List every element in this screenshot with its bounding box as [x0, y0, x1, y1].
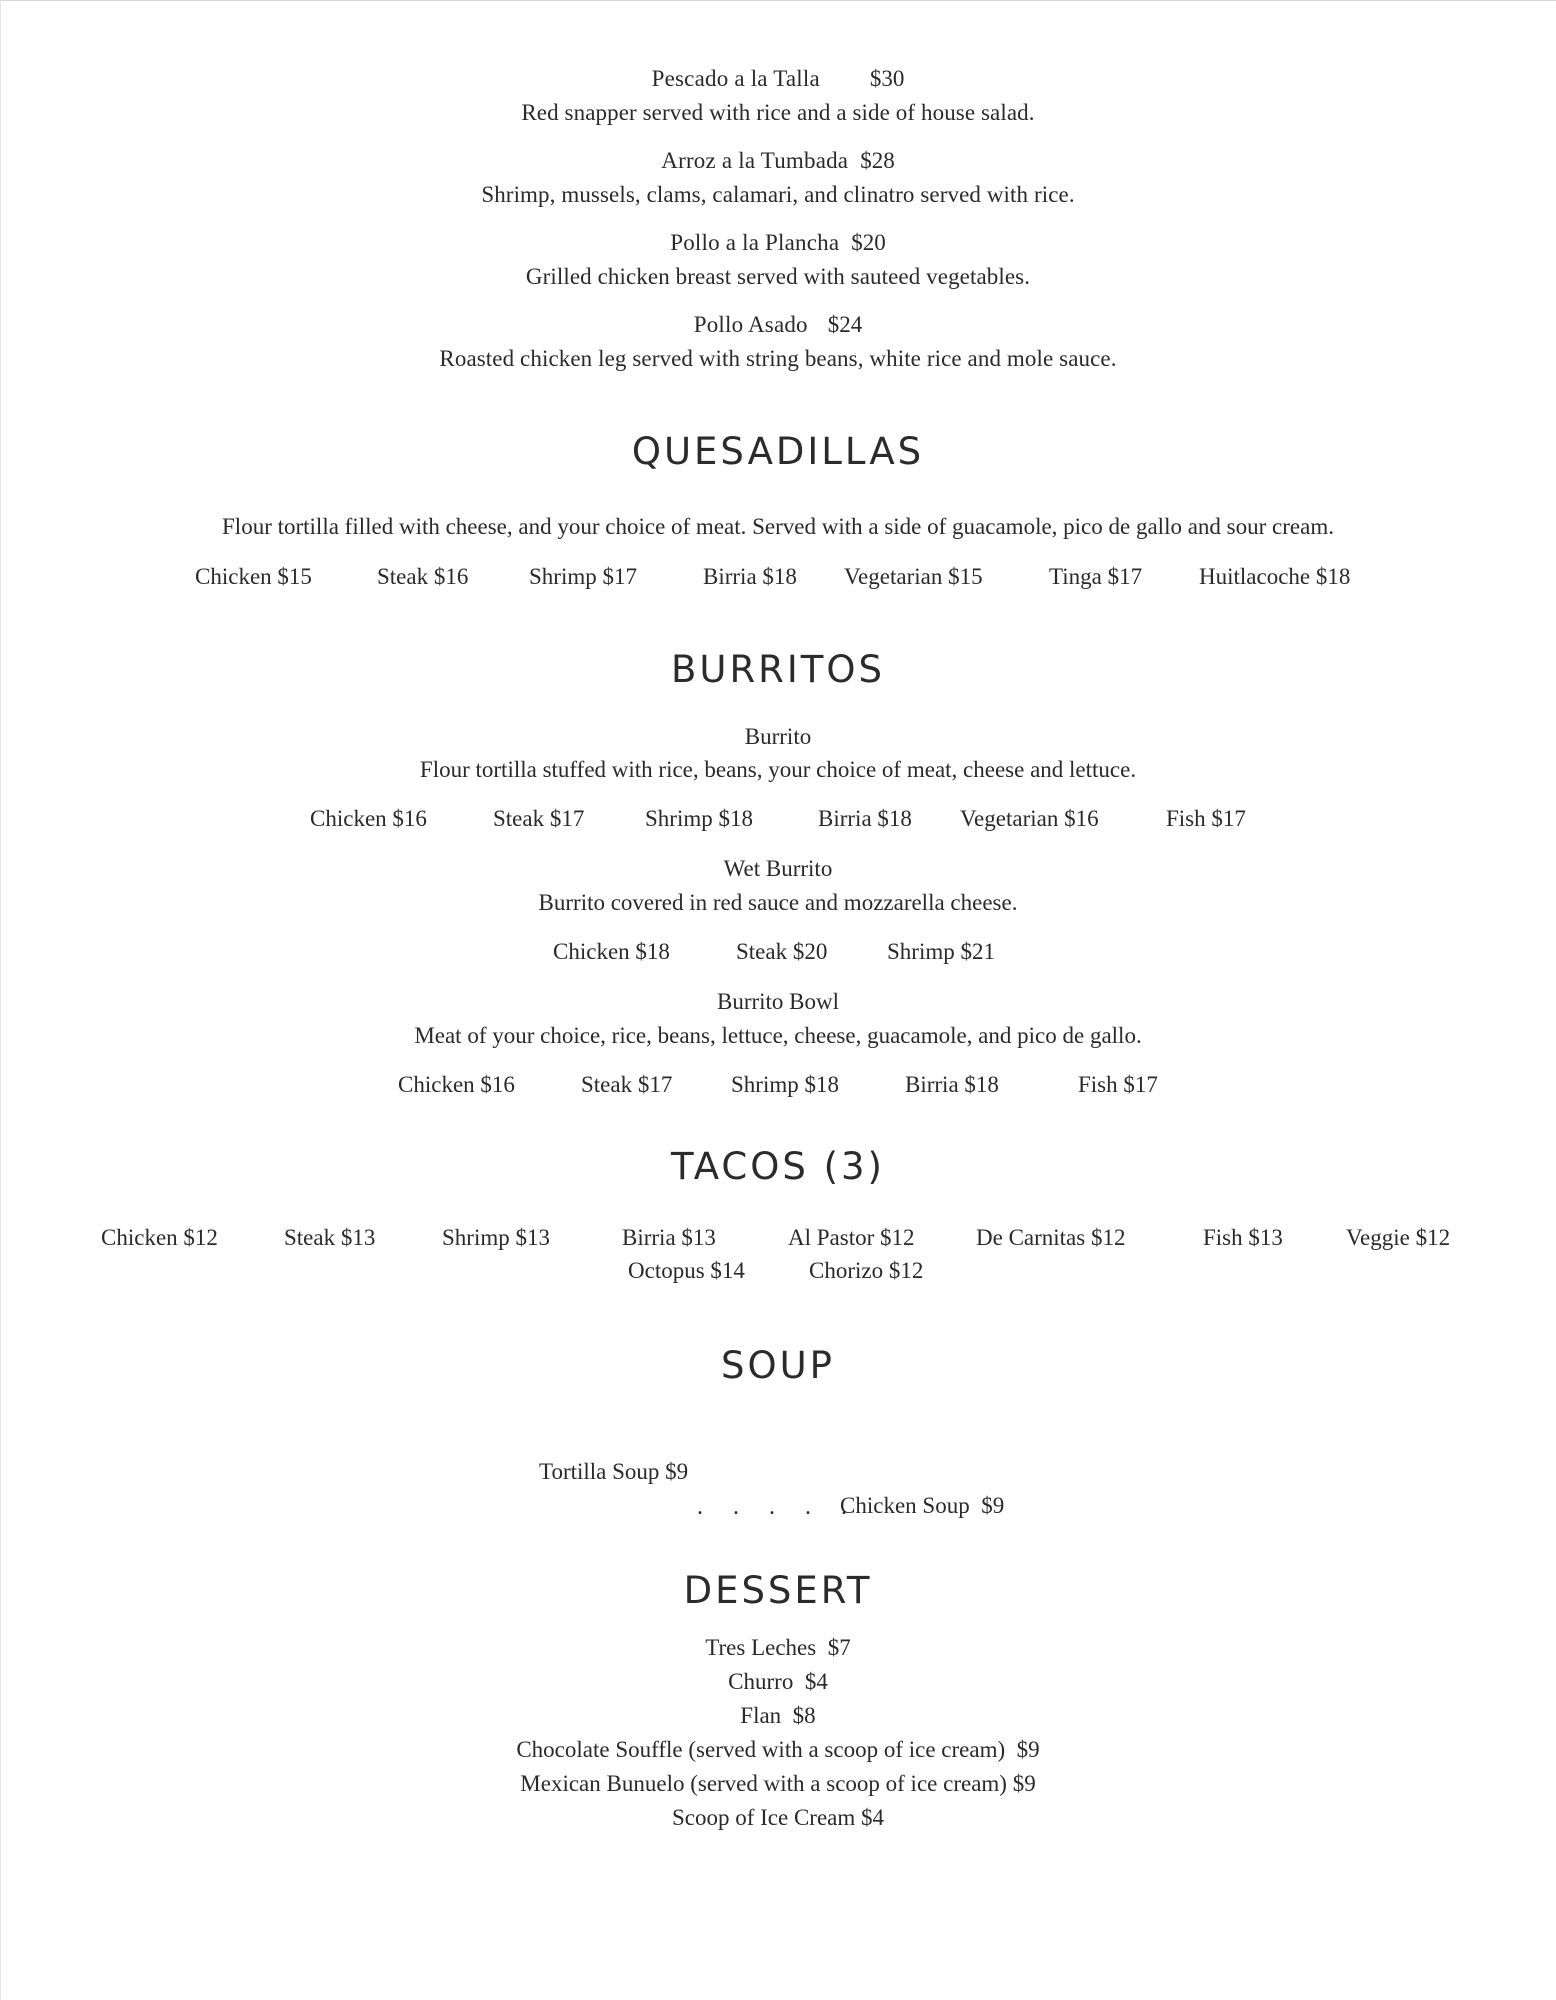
item-description: Roasted chicken leg served with string beans, white rice and mole sauce. — [439, 346, 1117, 371]
option: Fish $17 — [1166, 806, 1246, 831]
item-name: Burrito — [744, 724, 812, 749]
option: Shrimp $17 — [529, 564, 637, 589]
section-heading-burritos: BURRITOS — [670, 648, 885, 691]
option: Shrimp $18 — [645, 806, 753, 831]
option: Fish $13 — [1203, 1225, 1283, 1250]
option: Al Pastor $12 — [788, 1225, 915, 1250]
option: Chorizo $12 — [809, 1258, 924, 1283]
option: De Carnitas $12 — [976, 1225, 1126, 1250]
dessert-item: Scoop of Ice Cream $4 — [671, 1805, 885, 1830]
item-name: Pollo a la Plancha — [670, 230, 840, 255]
dessert-item: Flan $8 — [740, 1703, 816, 1728]
section-heading-tacos: TACOS (3) — [670, 1145, 885, 1188]
option: Fish $17 — [1078, 1072, 1158, 1097]
option: Chicken $16 — [398, 1072, 515, 1097]
option: Vegetarian $15 — [844, 564, 983, 589]
section-heading-soup: SOUP — [720, 1344, 835, 1387]
item-description: Flour tortilla stuffed with rice, beans, your choice of meat, cheese and lettuce. — [419, 757, 1137, 782]
soup-options — [0, 1421, 1556, 1557]
item-price: $20 — [851, 230, 886, 255]
dessert-item: Churro $4 — [728, 1669, 828, 1694]
menu-item-title — [0, 62, 1556, 96]
item-name: Pescado a la Talla — [651, 66, 820, 91]
item-description: Meat of your choice, rice, beans, lettuce, cheese, guacamole, and pico de gallo. — [414, 1023, 1142, 1048]
option: Birria $18 — [818, 806, 912, 831]
option: Octopus $14 — [628, 1258, 745, 1283]
option: Shrimp $13 — [442, 1225, 550, 1250]
option: Tortilla Soup $9 — [539, 1459, 689, 1484]
section-separator: . . . . . — [697, 1494, 859, 1520]
dessert-item: Chocolate Souffle (served with a scoop of ice cream) $9 — [516, 1737, 1040, 1762]
item-name: Wet Burrito — [723, 856, 833, 881]
quesadillas-description: Flour tortilla filled with cheese, and your choice of meat. Served with a side of guacamole, pico de gallo and sour cream. — [222, 514, 1334, 539]
option: Steak $17 — [581, 1072, 673, 1097]
option: Chicken Soup $9 — [840, 1493, 1005, 1518]
option: Veggie $12 — [1346, 1225, 1451, 1250]
item-name: Arroz a la Tumbada — [661, 148, 849, 173]
dessert-item: Tres Leches $7 — [705, 1635, 851, 1660]
item-price: $24 — [827, 312, 863, 337]
item-price: $30 — [869, 66, 905, 91]
option: Steak $16 — [377, 564, 469, 589]
item-name: Burrito Bowl — [716, 989, 840, 1014]
dessert-list — [0, 1631, 1556, 1835]
menu-item-title — [0, 226, 1556, 260]
option: Chicken $12 — [101, 1225, 218, 1250]
mains-section — [0, 62, 1556, 376]
option: Steak $13 — [284, 1225, 376, 1250]
option: Steak $17 — [493, 806, 585, 831]
option: Chicken $16 — [310, 806, 427, 831]
option: Chicken $18 — [553, 939, 670, 964]
item-name: Pollo Asado — [693, 312, 808, 337]
option: Huitlacoche $18 — [1199, 564, 1351, 589]
dessert-item: Mexican Bunuelo (served with a scoop of ice cream) $9 — [520, 1771, 1036, 1796]
option: Birria $18 — [905, 1072, 999, 1097]
item-description: Shrimp, mussels, clams, calamari, and clinatro served with rice. — [481, 182, 1075, 207]
option: Shrimp $21 — [887, 939, 995, 964]
option: Birria $13 — [622, 1225, 716, 1250]
option: Steak $20 — [736, 939, 828, 964]
section-heading-dessert: DESSERT — [683, 1569, 873, 1612]
option: Chicken $15 — [195, 564, 312, 589]
item-description: Burrito covered in red sauce and mozzarella cheese. — [538, 890, 1018, 915]
section-heading-quesadillas: QUESADILLAS — [631, 430, 925, 473]
option: Vegetarian $16 — [960, 806, 1099, 831]
item-description: Grilled chicken breast served with sauteed vegetables. — [525, 264, 1031, 289]
menu-item-title — [0, 144, 1556, 178]
menu-item-title — [0, 308, 1556, 342]
option: Shrimp $18 — [731, 1072, 839, 1097]
item-description: Red snapper served with rice and a side of house salad. — [521, 100, 1035, 125]
option: Birria $18 — [703, 564, 797, 589]
option: Tinga $17 — [1049, 564, 1143, 589]
item-price: $28 — [860, 148, 895, 173]
